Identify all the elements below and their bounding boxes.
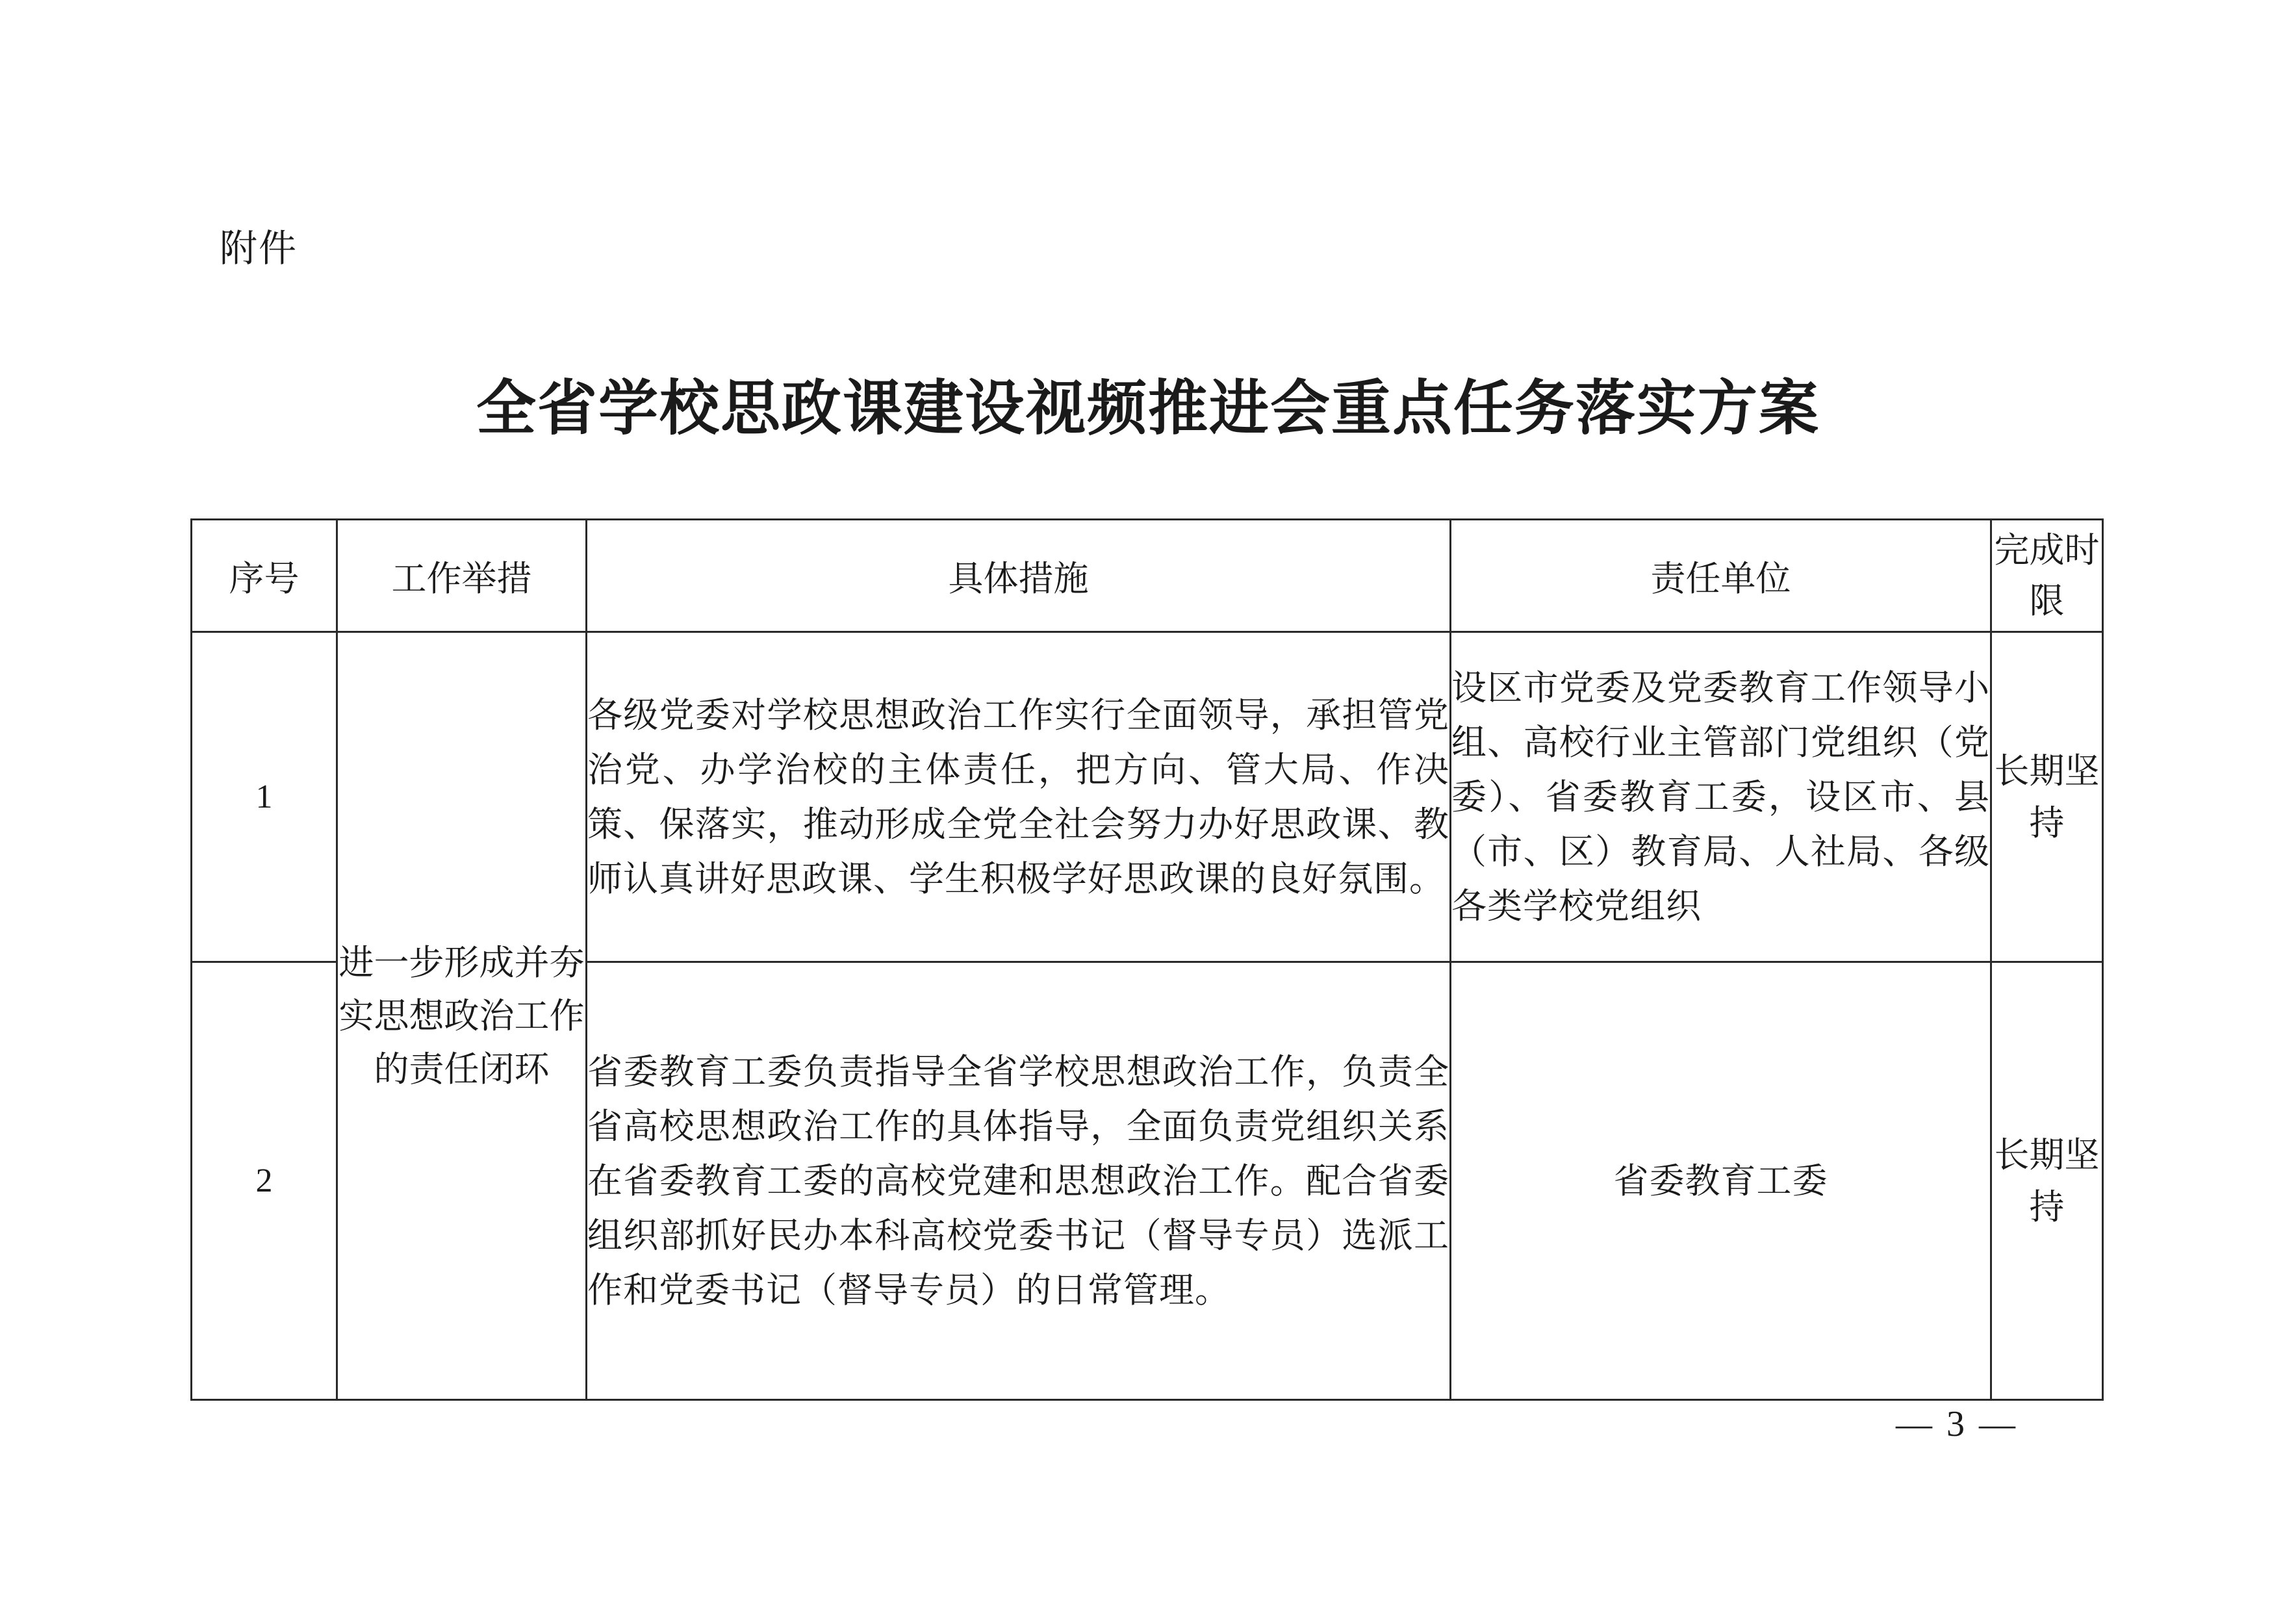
responsible-unit-cell: 设区市党委及党委教育工作领导小组、高校行业主管部门党组织（党委）、省委教育工委，设区市、县（市、区）教育局、人社局、各级各类学校党组织 bbox=[1451, 632, 1991, 962]
responsible-unit-cell: 省委教育工委 bbox=[1451, 962, 1991, 1400]
header-work-measure: 工作举措 bbox=[337, 520, 587, 632]
table-row bbox=[192, 632, 2103, 962]
specific-measures-cell: 各级党委对学校思想政治工作实行全面领导，承担管党治党、办学治校的主体责任，把方向、管大局、作决策、保落实，推动形成全党全社会努力办好思政课、教师认真讲好思政课、学生积极学好思政课的良好氛围。 bbox=[587, 632, 1451, 962]
work-measure-cell: 进一步形成并夯实思想政治工作的责任闭环 bbox=[337, 632, 587, 1400]
attachment-label: 附件 bbox=[220, 226, 298, 270]
document-title: 全省学校思政课建设视频推进会重点任务落实方案 bbox=[476, 373, 1820, 443]
table-header-row bbox=[192, 520, 2103, 632]
specific-measures-cell: 省委教育工委负责指导全省学校思想政治工作，负责全省高校思想政治工作的具体指导，全面负责党组织关系在省委教育工委的高校党建和思想政治工作。配合省委组织部抓好民办本科高校党委书记（督导专员）选派工作和党委书记（督导专员）的日常管理。 bbox=[587, 962, 1451, 1400]
deadline-cell: 长期坚持 bbox=[1991, 632, 2103, 962]
row-number: 2 bbox=[192, 962, 337, 1400]
deadline-cell: 长期坚持 bbox=[1991, 962, 2103, 1400]
row-number: 1 bbox=[192, 632, 337, 962]
header-responsible-unit: 责任单位 bbox=[1451, 520, 1991, 632]
task-plan-table bbox=[190, 518, 2104, 1401]
header-specific-measures: 具体措施 bbox=[587, 520, 1451, 632]
page-number: — 3 — bbox=[1896, 1404, 2018, 1444]
header-deadline: 完成时限 bbox=[1991, 520, 2103, 632]
header-number: 序号 bbox=[192, 520, 337, 632]
